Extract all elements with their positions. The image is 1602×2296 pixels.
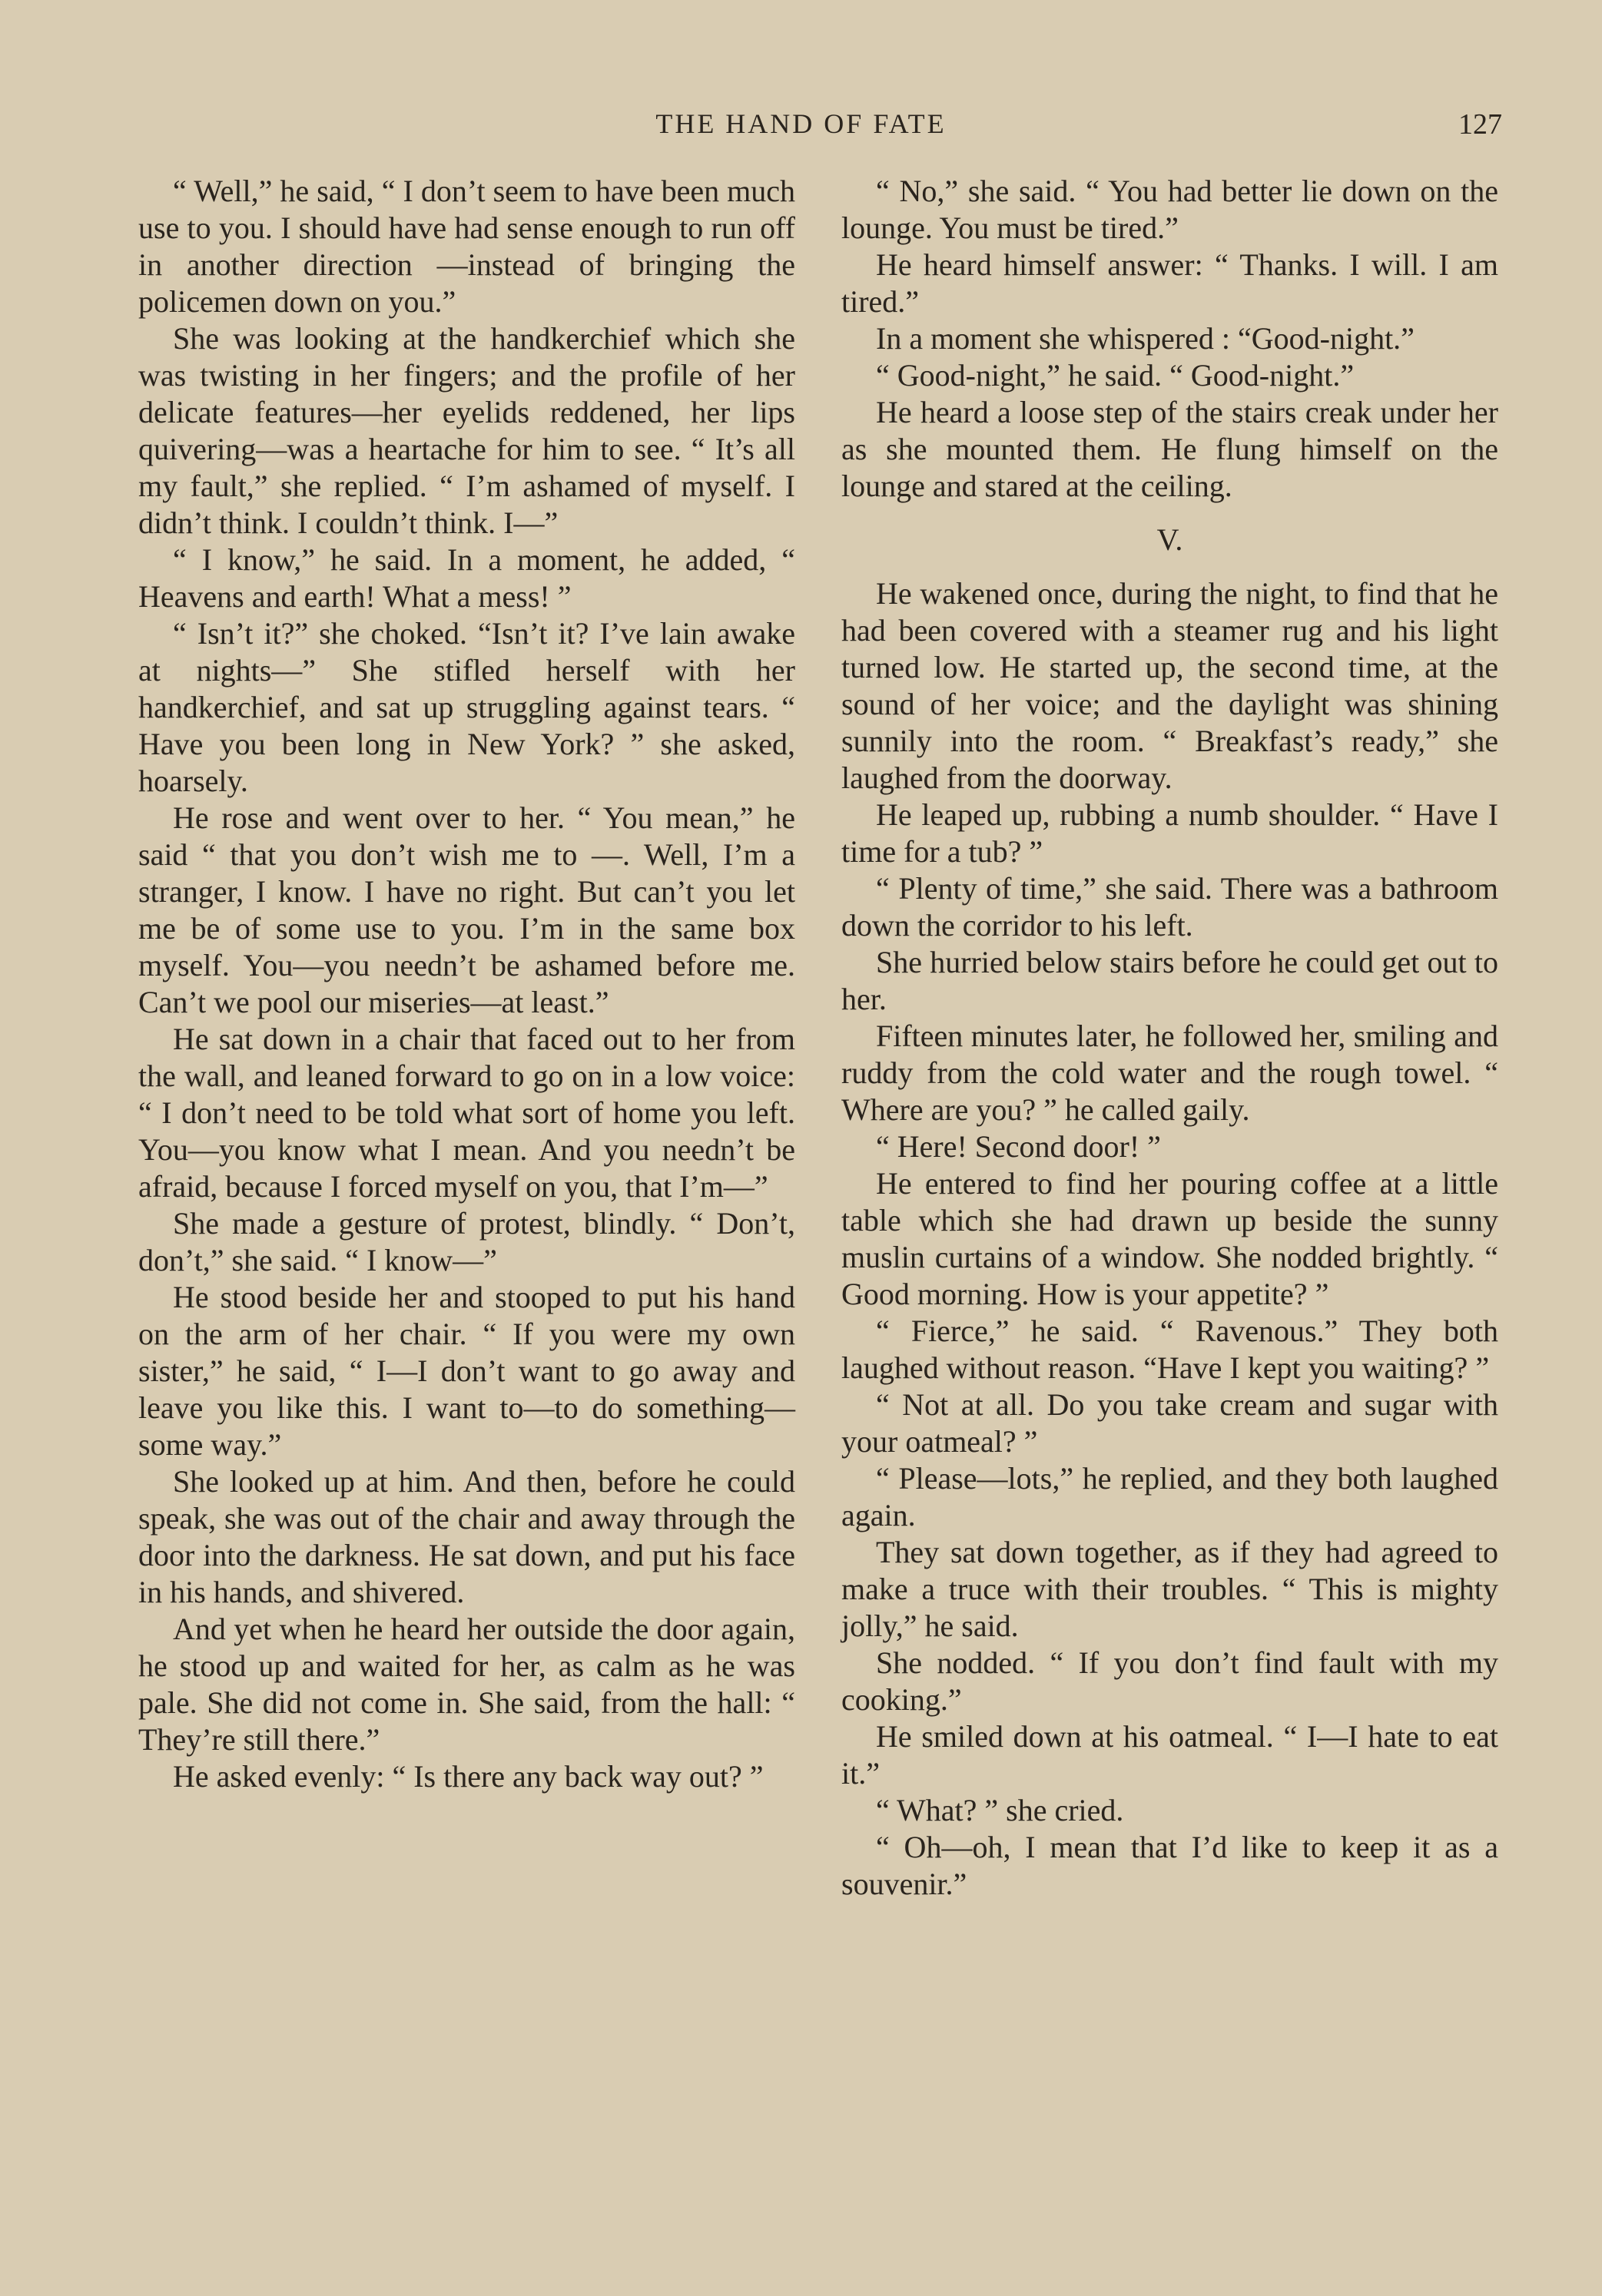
paragraph: “ Well,” he said, “ I don’t seem to have been much use to you. I should have had sense enough to run off in another direction —instead of bringing the policemen down on you.” — [138, 174, 795, 319]
paragraph: He asked evenly: “ Is there any back way out? ” — [173, 1759, 764, 1794]
paragraph: “ What? ” she cried. — [876, 1793, 1124, 1827]
paragraph: “ Good-night,” he said. “ Good-night.” — [876, 358, 1355, 393]
paragraph: They sat down together, as if they had agreed to make a truce with their troubles. “ This is mighty jolly,” he said. — [841, 1535, 1498, 1643]
section-heading: V. — [1156, 522, 1183, 557]
paragraph: She nodded. “ If you don’t find fault with my cooking.” — [841, 1645, 1498, 1717]
paragraph: He smiled down at his oatmeal. “ I—I hate to eat it.” — [841, 1719, 1498, 1791]
paragraph: He wakened once, during the night, to find that he had been covered with a steamer rug and his light turned low. He started up, the second time, at the sound of her voice; and the daylight was shining sunnily into the room. “ Breakfast’s ready,” she laughed from the doorway. — [841, 576, 1498, 795]
paragraph: He sat down in a chair that faced out to her from the wall, and leaned forward to go on in a low voice: “ I don’t need to be told what sort of home you left. You—you know what I mean. And you needn’t be afraid, because I forced myself on you, that I’m—” — [138, 1022, 795, 1204]
paragraph: He leaped up, rubbing a numb shoulder. “ Have I time for a tub? ” — [841, 797, 1498, 869]
paragraph: She looked up at him. And then, before he could speak, she was out of the chair and away through the door into the darkness. He sat down, and put his face in his hands, and shivered. — [138, 1464, 795, 1609]
paragraph: “ Fierce,” he said. “ Ravenous.” They both laughed without reason. “Have I kept you waiting? ” — [841, 1314, 1498, 1385]
left-column — [138, 173, 795, 1795]
paragraph: She made a gesture of protest, blindly. “ Don’t, don’t,” she said. “ I know—” — [138, 1206, 795, 1277]
paragraph: He stood beside her and stooped to put his hand on the arm of her chair. “ If you were my own sister,” he said, “ I—I don’t want to go away and leave you like this. I want to—to do something—some way.” — [138, 1280, 795, 1462]
paragraph: “ No,” she said. “ You had better lie down on the lounge. You must be tired.” — [841, 174, 1498, 245]
paragraph: He entered to find her pouring coffee at a little table which she had drawn up beside the sunny muslin curtains of a window. She nodded brightly. “ Good morning. How is your appetite? ” — [841, 1166, 1498, 1311]
paragraph: “ Plenty of time,” she said. There was a bathroom down the corridor to his left. — [841, 871, 1498, 943]
right-column — [841, 173, 1498, 1903]
paragraph: “ Please—lots,” he replied, and they both laughed again. — [841, 1461, 1498, 1532]
paragraph: She hurried below stairs before he could get out to her. — [841, 945, 1498, 1016]
paragraph: He rose and went over to her. “ You mean,” he said “ that you don’t wish me to —. Well, I’m a stranger, I know. I have no right. But can’t you let me be of some use to you. I’m in the same box myself. You—you needn’t be ashamed before me. Can’t we pool our miseries—at least.” — [138, 800, 795, 1019]
paragraph: She was looking at the handkerchief which she was twisting in her fingers; and the profile of her delicate features—her eyelids reddened, her lips quivering—was a heartache for him to see. “ It’s all my fault,” she replied. “ I’m ashamed of myself. I didn’t think. I couldn’t think. I—” — [138, 321, 795, 540]
paragraph: “ Not at all. Do you take cream and sugar with your oatmeal? ” — [841, 1387, 1498, 1459]
paragraph: “ Oh—oh, I mean that I’d like to keep it as a souvenir.” — [841, 1830, 1498, 1901]
paragraph: Fifteen minutes later, he followed her, smiling and ruddy from the cold water and the rough towel. “ Where are you? ” he called gaily. — [841, 1019, 1498, 1127]
page-header — [0, 108, 1602, 154]
paragraph: And yet when he heard her outside the door again, he stood up and waited for her, as calm as he was pale. She did not come in. She said, from the hall: “ They’re still there.” — [138, 1612, 795, 1757]
running-head: THE HAND OF FATE — [655, 108, 947, 139]
paragraph: He heard a loose step of the stairs creak under her as she mounted them. He flung himself on the lounge and stared at the ceiling. — [841, 395, 1498, 503]
paragraph: “ I know,” he said. In a moment, he added, “ Heavens and earth! What a mess! ” — [138, 542, 795, 614]
page-number: 127 — [1458, 108, 1502, 141]
paragraph: “ Isn’t it?” she choked. “Isn’t it? I’ve lain awake at nights—” She stifled herself with her handkerchief, and sat up struggling against tears. “ Have you been long in New York? ” she asked, hoarsely. — [138, 616, 795, 798]
paragraph: “ Here! Second door! ” — [876, 1129, 1161, 1164]
paragraph: He heard himself answer: “ Thanks. I will. I am tired.” — [841, 247, 1498, 319]
paragraph: In a moment she whispered : “Good-night.” — [876, 321, 1415, 356]
